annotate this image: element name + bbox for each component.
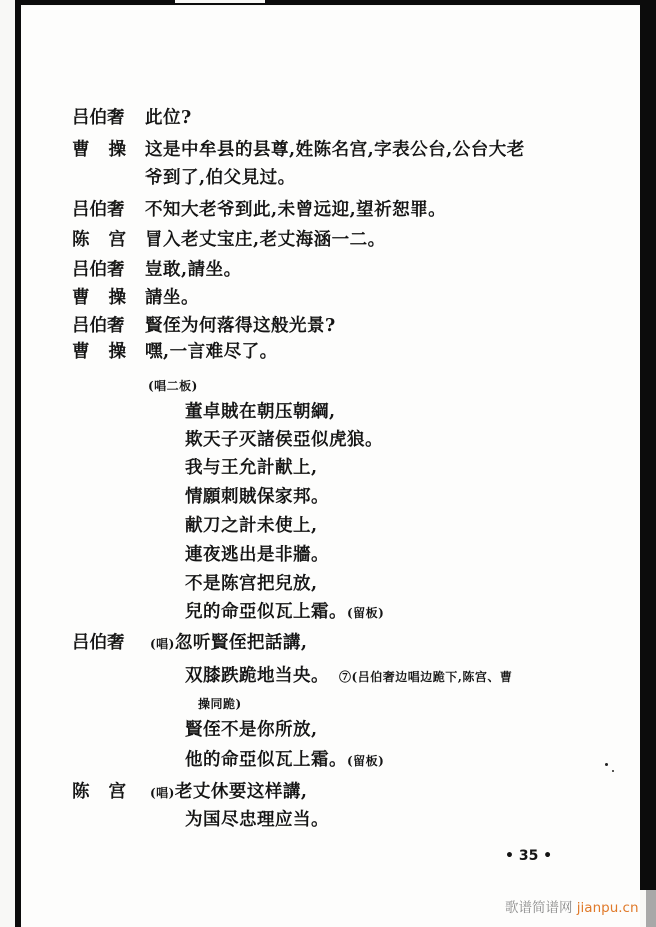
scan-border-left [15,0,21,927]
watermark-cn: 歌谱简谱网 [505,900,573,916]
song-verse: 献刀之計未使上, [185,516,318,536]
song-verse-text: 兒的命亞似瓦上霜。 [185,602,347,622]
song-verse: 我与王允計献上, [185,458,318,478]
end-tag: (留板) [347,754,385,768]
song-verse [185,750,384,771]
page-number: • 35 • [505,848,553,864]
speaker-lu-boshe: 吕伯奢 [72,260,125,280]
scan-border-top-gap [175,0,265,3]
song-verse: 情願刺賊保家邦。 [185,487,329,507]
note-marker: ⑦ [339,670,352,684]
dialogue-line: 嘿,一言难尽了。 [145,342,278,362]
end-tag: (留板) [347,606,385,620]
song-verse: 欺天子灭諸侯亞似虎狼。 [185,430,383,450]
sing-tag: (唱) [150,786,175,800]
dialogue-line-continued: 爷到了,伯父見过。 [145,168,296,188]
speaker-lu-boshe: 吕伯奢 [72,200,125,220]
speaker-cao-cao: 曹操 [72,140,126,160]
watermark [505,896,639,916]
song-verse [185,666,512,687]
dialogue-line: 此位? [145,108,192,128]
dialogue-line: 豈敢,請坐。 [145,260,242,280]
scan-speck [605,763,608,766]
dialogue-line: 請坐。 [145,288,199,308]
watermark-en: jianpu.cn [576,900,639,916]
sing-tag: (唱) [150,637,175,651]
song-direction: (唱二板) [148,379,198,393]
song-verse [185,602,384,623]
song-verse-text: 双膝跌跪地当央。 [185,666,329,686]
speaker-cao-cao: 曹操 [72,342,126,362]
stage-direction: (吕伯奢边唱边跪下,陈宫、曹 [351,670,513,684]
song-verse: 連夜逃出是非牆。 [185,545,329,565]
speaker-lu-boshe: 吕伯奢 [72,633,125,653]
speaker-lu-boshe: 吕伯奢 [72,316,125,336]
stage-direction-continued: 操同跪) [198,697,242,711]
dialogue-line: 賢侄为何落得这般光景? [145,316,336,336]
song-verse-text: 忽听賢侄把話講, [174,633,308,653]
dialogue-line: 冒入老丈宝庄,老丈海涵一二。 [145,230,386,250]
dialogue-line: 这是中牟县的县尊,姓陈名宫,字表公台,公台大老 [145,140,525,160]
song-verse: 不是陈宫把兒放, [185,574,318,594]
song-verse: 賢侄不是你所放, [185,720,318,740]
scan-border-right-tail [646,890,656,927]
scan-border-top [15,0,655,5]
speaker-lu-boshe: 吕伯奢 [72,108,125,128]
scan-speck [612,770,614,772]
song-verse: 董卓賊在朝压朝綱, [185,402,336,422]
speaker-chen-gong: 陈宫 [72,230,126,250]
dialogue-line: 不知大老爷到此,未曾远迎,望祈恕罪。 [145,200,447,220]
song-verse-text: 他的命亞似瓦上霜。 [185,750,347,770]
speaker-chen-gong: 陈宫 [72,782,126,802]
scan-border-right [640,0,656,890]
speaker-cao-cao: 曹操 [72,288,126,308]
song-verse [150,782,307,803]
song-verse [150,633,307,654]
song-verse-text: 老丈休要这样講, [174,782,308,802]
song-verse: 为国尽忠理应当。 [185,810,329,830]
